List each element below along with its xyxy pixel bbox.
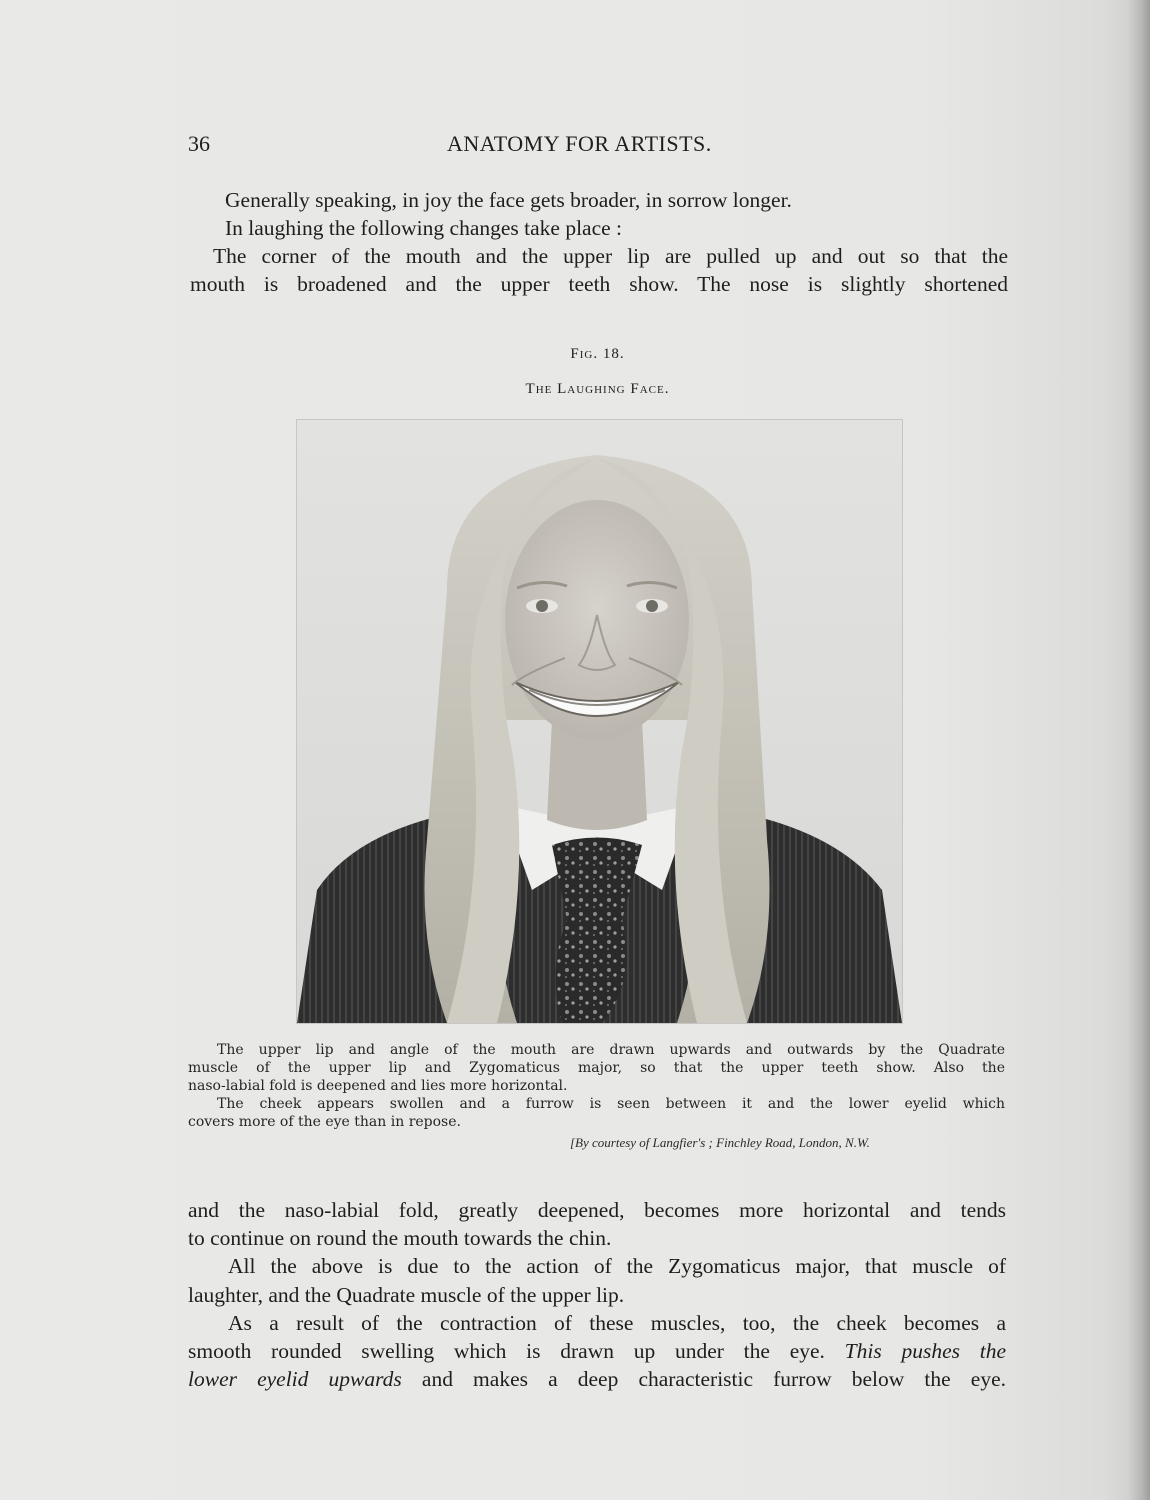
laughing-face-photograph xyxy=(296,419,903,1024)
body-line-4: mouth is broadened and the upper teeth show. The nose is slightly shortened xyxy=(190,272,1008,296)
body-line-10-roman: smooth rounded swelling which is drawn up under the eye. xyxy=(188,1339,825,1363)
page-number: 36 xyxy=(188,131,210,156)
body-line-10 xyxy=(188,1341,1006,1363)
body-line-11-roman: and makes a deep characteristic furrow below the eye. xyxy=(421,1367,1006,1391)
body-line-6: to continue on round the mouth towards the chin. xyxy=(188,1226,612,1250)
body-line-1: Generally speaking, in joy the face gets broader, in sorrow longer. xyxy=(225,188,792,212)
page-spine-shadow xyxy=(1128,0,1150,1500)
body-line-11-italic: lower eyelid upwards xyxy=(188,1367,402,1391)
caption-line-5: covers more of the eye than in repose. xyxy=(188,1114,461,1130)
caption-line-4: The cheek appears swollen and a furrow is seen between it and the lower eyelid which xyxy=(217,1096,1005,1112)
portrait-illustration xyxy=(297,420,902,1023)
body-line-8: laughter, and the Quadrate muscle of the upper lip. xyxy=(188,1283,625,1307)
body-line-3: The corner of the mouth and the upper lip are pulled up and out so that the xyxy=(213,244,1008,268)
body-line-9: As a result of the contraction of these muscles, too, the cheek becomes a xyxy=(228,1311,1006,1335)
body-line-11 xyxy=(188,1369,1006,1391)
body-line-2: In laughing the following changes take place : xyxy=(225,216,623,240)
body-line-10-italic: This pushes the xyxy=(844,1339,1006,1363)
figure-number: Fig. 18. xyxy=(570,346,625,362)
figure-title: The Laughing Face. xyxy=(525,381,670,397)
body-line-7: All the above is due to the action of the Zygomaticus major, that muscle of xyxy=(228,1254,1006,1278)
caption-line-3: naso-labial fold is deepened and lies more horizontal. xyxy=(188,1078,568,1094)
caption-line-2: muscle of the upper lip and Zygomaticus major, so that the upper teeth show. Also the xyxy=(188,1060,1005,1076)
running-title: ANATOMY FOR ARTISTS. xyxy=(447,131,712,156)
body-line-5: and the naso-labial fold, greatly deepened, becomes more horizontal and tends xyxy=(188,1198,1006,1222)
caption-line-1: The upper lip and angle of the mouth are drawn upwards and outwards by the Quadrate xyxy=(217,1042,1005,1058)
photo-credit: [By courtesy of Langfier's ; Finchley Road, London, N.W. xyxy=(570,1135,870,1150)
